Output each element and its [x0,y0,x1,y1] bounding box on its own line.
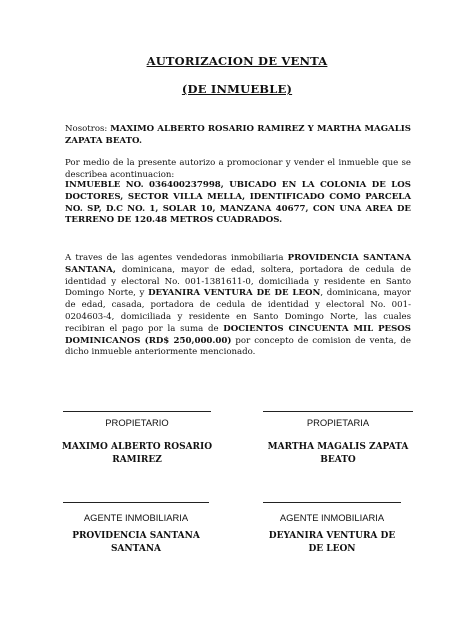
owner1-name-line1: MAXIMO ALBERTO ROSARIO [61,442,213,452]
paragraph-authorization: Por medio de la presente autorizo a promocionar y vender el inmueble que se describea acontinuacion: [65,158,411,180]
agent2-role: AGENTE INMOBILIARIA [279,512,385,523]
owner2-name-line2: BEATO [320,455,356,465]
owner1-name [53,441,221,467]
agents-text-b: dominicana, mayor de edad, soltera, portadora de cedula de identidad y electoral No. 001-1381611-0, domiciliada y residente en Santo Domingo Norte, y [65,264,411,299]
agent1-name [53,530,219,556]
owner2-role: PROPIETARIA [306,417,370,428]
agent1-role: AGENTE INMOBILIARIA [83,512,189,523]
agents-text-c: , dominicana, mayor de edad, casada, portadora de cedula de identidad y electoral No. 001-0204603-4, domiciliada y residente en Santo Domingo Norte, las cuales recibiran el pago por la suma de [65,288,412,334]
parties-lead: Nosotros: [65,124,111,134]
commission-amount: DOCIENTOS CINCUENTA MIL PESOS DOMINICANOS (RD$ 250,000.00) [65,323,411,346]
agent1-name-line1: PROVIDENCIA SANTANA [72,531,200,541]
signature-line-owner2 [263,411,413,412]
paragraph-agents [65,253,411,359]
parties-names: MAXIMO ALBERTO ROSARIO RAMIREZ Y MARTHA MAGALIS ZAPATA BEATO. [65,124,411,146]
owner1-name-line2: RAMIREZ [112,455,162,465]
paragraph-property: INMUEBLE NO. 036400237998, UBICADO EN LA COLONIA DE LOS DOCTORES, SECTOR VILLA MELLA, IDENTIFICADO COMO PARCELA NO. SP, D.C NO. 1, SOLAR 10, MANZANA 40677, CON UNA AREA DE TERRENO DE 120.48 METROS CUADRADOS. [65,180,411,226]
signature-line-agent1 [63,502,209,503]
agents-text-a: A traves de las agentes vendedoras inmobiliaria [65,253,288,263]
agent1-name-line2: SANTANA [110,544,162,554]
document-subtitle: (DE INMUEBLE) [181,82,293,96]
agent2-name-line1: DEYANIRA VENTURA DE [268,531,396,541]
agent2-name-line2: DE LEON [308,544,356,554]
agent1-name-inline: PROVIDENCIA SANTANA SANTANA, [65,253,411,275]
agent2-name [250,530,414,556]
owner1-role: PROPIETARIO [105,417,169,428]
owner2-name-line1: MARTHA MAGALIS ZAPATA [267,442,409,452]
signature-line-owner1 [63,411,211,412]
owner2-name [250,441,426,467]
document-title: AUTORIZACION DE VENTA [146,54,328,68]
signature-line-agent2 [263,502,401,503]
paragraph-parties [65,124,411,148]
agent2-name-inline: DEYANIRA VENTURA DE DE LEON [148,288,321,299]
agents-text-d: por concepto de comision de venta, de dicho inmueble anteriormente mencionado. [65,335,411,358]
